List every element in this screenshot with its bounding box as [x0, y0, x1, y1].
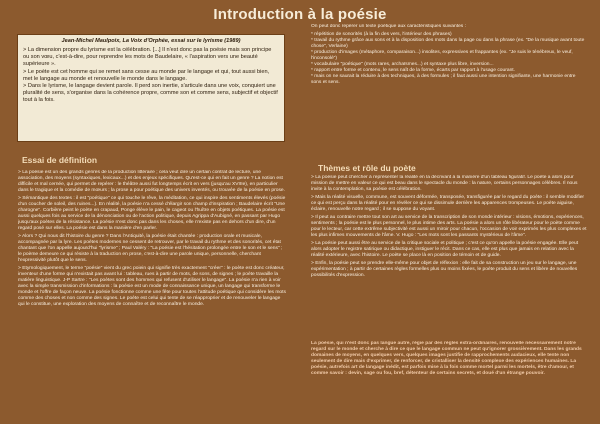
- intro-paragraph: On peut donc repérer un texte poétique aux caractéristiques suivantes :: [311, 24, 466, 29]
- intro-paragraph: * travail du rythme grâce aux sons et à la disposition des mots dans la page ou dans la phrase (ex. "De la musique avant toute chose", Verlaine): [311, 38, 585, 49]
- themes-body: [311, 175, 587, 337]
- themes-paragraph: > Enfin, la poésie peut se prendre elle-même pour objet de réflexion : elle fait de sa construction un jeu sur le langage, une expérimentation ; à partir de certaines règles formelles plus ou moins fixées, le poète produit du sens et libère de nouvelles possibilités d'expression.: [311, 261, 578, 278]
- quote-paragraph: > Le poète est cet homme qui se remet sans cesse au monde par le langage et qui, tout aussi bien, met le langage au monde et renouvelle le monde dans le langage.: [23, 68, 270, 82]
- intro-paragraph: * production d'images (métaphore, comparaison...) insolites, expressives et frappantes (ex. "Je suis le ténébreux, le veuf, l'inconsolé"): [311, 50, 573, 61]
- essai-paragraph: > Etymologiquement, le terme "poésie" vient du grec poiein qui signifie très exactement "créer" : le poète est donc créateur, inventeur d'une forme qui n'existait pas avant lui : tableau, rues à partir de mots, de sons, de signes ; le poète travaille la matière linguistique. J-P Sartre : "Les poètes sont des hommes qui refusent d'utiliser le langage". La poésie n'a rien à voir avec la simple transmission d'informations : la poésie est un mode de connaissance unique, un langage qui transforme le monde et l'offre de façon neuve. La poésie fonctionne comme une fête pour toutes l'attitude poétique qui considère les mots comme des choses et non comme des signes. Le poète est celui qui tente de se réapproprier et de renouveler le langage qui le constitue, une exploration des moyens de connaître et de reconnaître le monde.: [18, 266, 286, 307]
- quote-paragraph: > Dans le lyrisme, le langage devient parole. Il perd son inertie, s'articule dans une voix, conquiert une pluralité de sens, s'organise dans la cohérence propre, comme son et comme sens, subjectif et objectif tout à la fois.: [23, 83, 278, 104]
- intro-paragraph: * vocabulaire "poétique" (mots rares, archaïsmes...) et syntaxe plus libre, inversion...: [311, 62, 494, 67]
- themes-paragraph: > Mais la réalité visuelle, commune, est souvent déformée, transposée, transfigurée par le regard du poète : il semble modifier ce qui est perçu dans la réalité pour en révéler ce qui se dissimule derrière les apparences trompeuses. Le poète aiguise, éclaire, renouvelle notre regard ; il se suppose du voyant.: [311, 195, 585, 212]
- essai-body: [18, 170, 286, 418]
- quote-heading: Jean-Michel Maulpoix, La Voix d'Orphée, essai sur le lyrisme (1989): [61, 38, 241, 44]
- themes-paragraph: > La poésie peut aussi être au service de la critique sociale et politique ; c'est ce qu'on appelle la poésie engagée. Elle peut alors adopter le registre satirique ou didactique, instiguer le récit. Dans ce cas, elle est plus que jamais en relation avec la réalité extérieure, avec l'histoire. Le poète se place là en position de témoin et de guide.: [311, 241, 579, 258]
- page-title: Introduction à la poésie: [213, 6, 387, 23]
- closing-paragraph: La poésie, qui n'est donc pas langue autre, régie par des règles extra-ordinaires, renouvelle nécessairement notre regard sur le monde et cherche à dire ce que le langage commun ne peut qu'ignorer grossièrement. Dans les grands domaines de moyens, en quelques vers, quelques images justifie de rapprochements audacieux, elle tente non seulement de dire mais d'exprimer, de renforcer, de cristalliser la densité complexe des expériences humaines. La poésie, autrefois art de langage inédit, est parfois mise à la fois comme mortel parmi les mortels, être d'amour, et comme savoir : devin, sage ou fou, bref, détenteur de certains secrets, et doué d'un étrange pouvoir.: [311, 341, 582, 376]
- intro-paragraph: * mais on ne saurait la réduire à des techniques, à des formules ; il faut aussi une intention signifiante, une harmonie entre sons et sens.: [311, 74, 576, 85]
- intro-paragraph: * répétition de sonorités (à la fin des vers, l'intérieur des phrases): [311, 32, 452, 37]
- essai-paragraph: > Alors ? Qui nous dit l'histoire du genre ? Dans l'Antiquité, la poésie était chantée : production orale et musicale, accompagnée par la lyre. Les poètes modernes ne cessent de retrouver, par le travail du rythme et des sonorités, cet état chantant que l'on appelle aujourd'hui "lyrisme" ; Paul Valéry : "La poésie est l'hésitation prolongée entre le son et le sens" ; le poème demeure ce qui résiste à la traduction en prose, c'est-à-dire une parole unique, personnelle, cherchant l'expressivité plutôt que le sens.: [18, 234, 283, 263]
- quote-paragraph: > La dimension propre du lyrisme est la célébration. [...] Il n'est donc pas la poésie mais son principe ou son vœu, c'est-à-dire, pour reprendre les mots de Baudelaire, « l'aspiration vers une beauté supérieure ».: [23, 46, 272, 67]
- essai-paragraph: > Sémantique des textes : il est "poétique" ce qui touche le rêve, la méditation, ce qui inspire des sentiments élevés (poésie d'un coucher de soleil, des ruines...). En réalité, la poésie n'a cessé d'élargir son champ d'inspiration ; Baudelaire écrit "Une charogne". Corbière peint le poète en crapaud, Ponge élève le pain, le cageot ou l'huître en objets poétiques. La poésie est aussi quelques fois au service de la dénonciation ou de l'action politique, depuis Agrippa d'Aubigné, en passant par Hugo jusqu'aux poètes de la résistance. La poésie n'est donc pas dans les choses, elle n'existe pas en dehors d'un dire, d'un regard posé sur elles. La poésie est dans la manière d'en parler.: [18, 196, 286, 231]
- intro-paragraph: * rapport entre forme et contenu, le sens naît de la forme, écarts par rapport à l'usage courant.: [311, 68, 516, 73]
- intro-body: [311, 24, 587, 161]
- essai-paragraph: > La poésie est un des grands genres de la production littéraire ; cela veut dire un certain contrat de lecture, une association, des moyens (syntaxiques, lexicaux...) et des enjeux spécifiques. Qu'est-ce qui en fait un genre ? La notion est difficile et mal cernée, qui permet de repérer : le théâtre aussi fut longtemps écrit en vers (jusqu'au XVIIIe), en particulier dans le tragique et la comédie de mœurs ; la prose a pour poétique des univers inventés, ou trouvée de la poésie en prose.: [18, 170, 285, 193]
- section-title-themes: Thèmes et rôle du poète: [318, 163, 416, 173]
- section-title-essai: Essai de définition: [22, 155, 98, 165]
- themes-paragraph: > La poésie peut chercher à représenter la réalité en la décrivant à la manière d'un tableau figuratif. Le poète a alors pour mission de mettre en valeur ce qui est beau dans le spectacle du monde : la nature, certains personnages célèbres. Il nous invite à la contemplation, sa poésie est célébration.: [311, 175, 578, 192]
- quote-box: [17, 34, 285, 142]
- themes-paragraph: > Il peut au contraire mettre tout son art au service de la transcription de son monde intérieur : visions, émotions, expériences, sentiments ; la poésie est le plus personnel, le plus intime des arts. La poésie a alors un rôle libérateur pour le poète comme pour le lecteur, car cette extrême subjectivité est aussi un miroir pour chacun, l'occasion de voir exprimés les plus complexes et les plus infimes mouvements de l'âme. V. Hugo : "Les mots sont les passants mystérieux de l'âme".: [311, 215, 587, 238]
